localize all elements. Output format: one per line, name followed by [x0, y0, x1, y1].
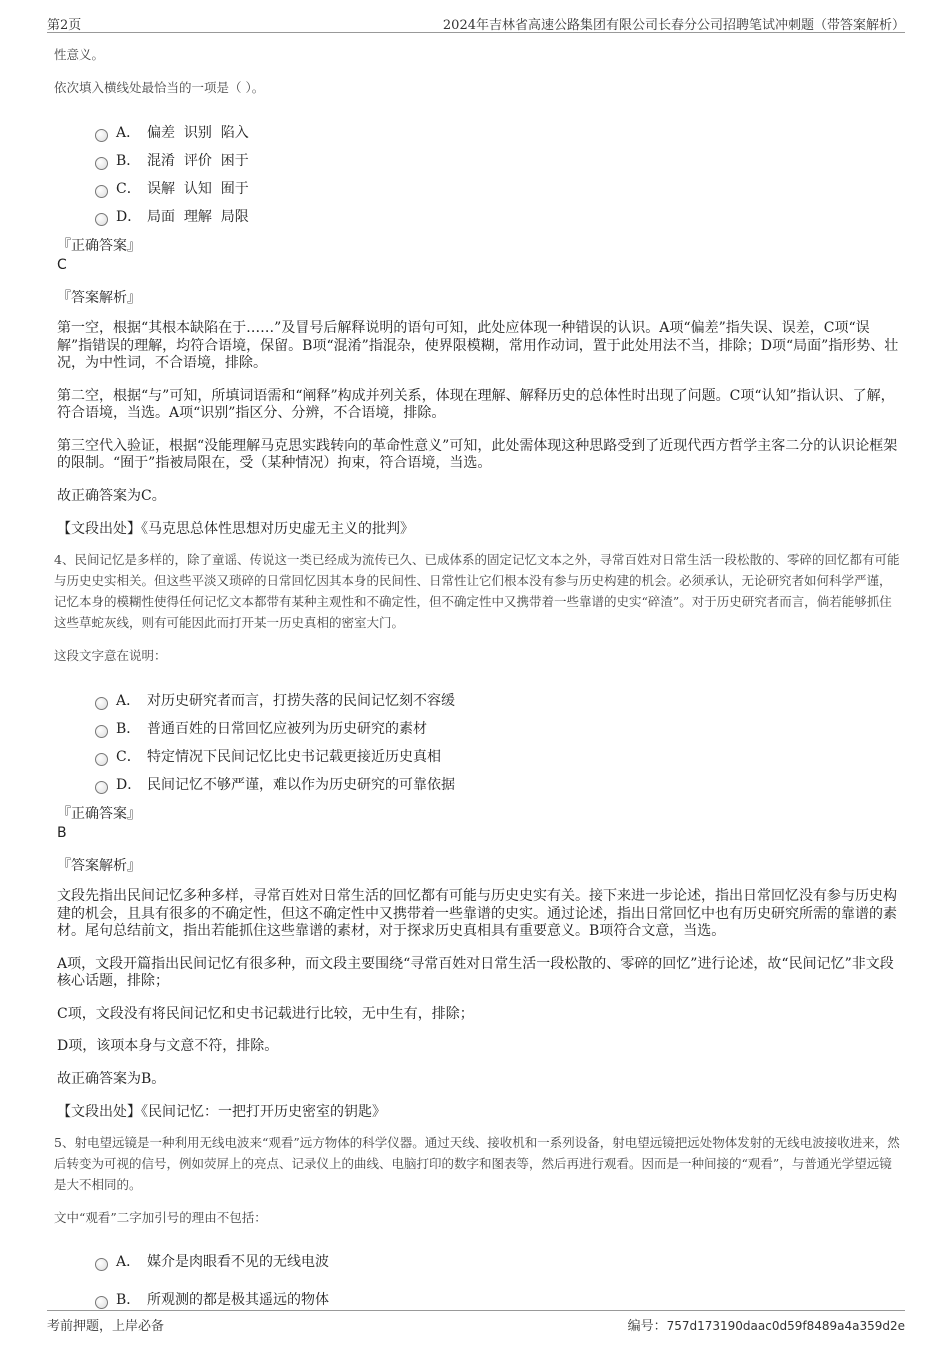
question-3-option-c[interactable]	[95, 174, 902, 202]
question-5-prompt: 文中“观看”二字加引号的理由不包括：	[54, 1210, 267, 1225]
question-3-option-a[interactable]	[95, 118, 902, 146]
radio-icon[interactable]	[95, 781, 108, 794]
option-letter: D．	[116, 777, 142, 793]
analysis-paragraph: A项，文段开篇指出民间记忆有很多种，而文段主要围绕“寻常百姓对日常生活一段松散的、零碎的回忆”进行论述，故“民间记忆”非文段核心话题，排除；	[57, 955, 894, 989]
radio-icon[interactable]	[95, 753, 108, 766]
correct-answer-label: 『正确答案』	[57, 806, 141, 822]
analysis-paragraph: D项，该项本身与文意不符，排除。	[57, 1038, 279, 1054]
correct-answer-label: 『正确答案』	[57, 238, 141, 254]
analysis-label: 『答案解析』	[57, 858, 141, 874]
radio-icon[interactable]	[95, 1258, 108, 1271]
question-3-options	[95, 118, 902, 230]
analysis-paragraph: 第一空，根据“其根本缺陷在于……”及冒号后解释说明的语句可知，此处应体现一种错误的认识。A项“偏差”指失误、误差，C项“误解”指错误的理解，均符合语境，保留。B项“混淆”指混杂，使界限模糊，常用作动词，置于此处用法不当，排除；D项“局面”指形势、壮况，为中性词，不合语境，排除。	[57, 320, 899, 371]
radio-icon[interactable]	[95, 697, 108, 710]
page-footer	[47, 1310, 905, 1335]
question-4-stem: 4、民间记忆是多样的，除了童谣、传说这一类已经成为流传已久、已成体系的固定记忆文本之外，寻常百姓对日常生活一段松散的、零碎的回忆都有可能与历史史实相关。但这些平淡又琐碎的日常回忆因其本身的民间性、日常性让它们根本没有参与历史构建的机会。必须承认，无论研究者如何科学严谨，记忆本身的模糊性使得任何记忆文本都带有某种主观性和不确定性，但不确定性中又携带着一些靠谱的史实“碎渣”。对于历史研究者而言，倘若能够抓住这些草蛇灰线，则有可能因此而打开某一历史真相的密室大门。	[54, 552, 900, 630]
question-4-option-a[interactable]	[95, 686, 902, 714]
radio-icon[interactable]	[95, 129, 108, 142]
option-letter: B．	[116, 721, 141, 737]
option-text: 普通百姓的日常回忆应被列为历史研究的素材	[147, 721, 427, 737]
document-title: 2024年吉林省高速公路集团有限公司长春分公司招聘笔试冲刺题（带答案解析）	[442, 18, 905, 33]
radio-icon[interactable]	[95, 725, 108, 738]
question-3-prompt: 依次填入横线处最恰当的一项是（ ）。	[54, 80, 265, 95]
option-text: 对历史研究者而言，打捞失落的民间记忆刻不容缓	[147, 693, 455, 709]
radio-icon[interactable]	[95, 185, 108, 198]
page-number: 第2页	[47, 18, 82, 33]
question-5-options	[95, 1242, 902, 1318]
radio-icon[interactable]	[95, 157, 108, 170]
option-text: 偏差 识别 陷入	[147, 125, 249, 141]
option-letter: A．	[116, 125, 141, 141]
source-citation: 【文段出处】《民间记忆：一把打开历史密室的钥匙》	[57, 1104, 386, 1120]
document-code-value: 757d173190daac0d59f8489a4a359d2e	[666, 1319, 905, 1333]
option-text: 特定情况下民间记忆比史书记载更接近历史真相	[147, 749, 441, 765]
page-content	[54, 44, 902, 1318]
question-3-stem-tail: 性意义。	[54, 47, 105, 62]
option-letter: B．	[116, 153, 141, 169]
option-letter: C．	[116, 749, 141, 765]
analysis-label: 『答案解析』	[57, 290, 141, 306]
option-text: 混淆 评价 困于	[147, 153, 249, 169]
correct-answer: B	[57, 825, 67, 841]
question-4-options	[95, 686, 902, 798]
footer-slogan: 考前押题，上岸必备	[47, 1319, 165, 1334]
option-letter: C．	[116, 181, 141, 197]
option-letter: D．	[116, 209, 142, 225]
option-letter: A．	[116, 693, 141, 709]
option-text: 媒介是肉眼看不见的无线电波	[147, 1254, 329, 1270]
option-letter: B．	[116, 1292, 141, 1308]
question-5-option-a[interactable]	[95, 1242, 902, 1280]
analysis-conclusion: 故正确答案为B。	[57, 1070, 166, 1087]
question-5-stem: 5、射电望远镜是一种利用无线电波来“观看”远方物体的科学仪器。通过天线、接收机和一系列设备，射电望远镜把远处物体发射的无线电波接收进来，然后转变为可视的信号，例如荧屏上的亮点、记录仪上的曲线、电脑打印的数字和图表等，然后再进行观看。因而是一种间接的“观看”，与普通光学望远镜是大不相同的。	[54, 1135, 900, 1192]
question-4-option-b[interactable]	[95, 714, 902, 742]
option-text: 误解 认知 囿于	[147, 181, 249, 197]
option-text: 所观测的都是极其遥远的物体	[147, 1292, 329, 1308]
option-letter: A．	[116, 1254, 141, 1270]
question-4-option-c[interactable]	[95, 742, 902, 770]
question-3-option-d[interactable]	[95, 202, 902, 230]
option-text: 民间记忆不够严谨，难以作为历史研究的可靠依据	[147, 777, 455, 793]
document-code	[628, 1315, 905, 1334]
document-code-label: 编号：	[627, 1319, 667, 1334]
analysis-paragraph: 第三空代入验证，根据“没能理解马克思实践转向的革命性意义”可知，此处需体现这种思路受到了近现代西方哲学主客二分的认识论框架的限制。“囿于”指被局限在，受（某种情况）拘束，符合语境，当选。	[57, 437, 898, 471]
radio-icon[interactable]	[95, 213, 108, 226]
question-3-option-b[interactable]	[95, 146, 902, 174]
source-citation: 【文段出处】《马克思总体性思想对历史虚无主义的批判》	[57, 521, 414, 537]
option-text: 局面 理解 局限	[147, 209, 249, 225]
question-4-prompt: 这段文字意在说明：	[54, 648, 167, 663]
question-4-option-d[interactable]	[95, 770, 902, 798]
radio-icon[interactable]	[95, 1296, 108, 1309]
analysis-conclusion: 故正确答案为C。	[57, 487, 166, 504]
analysis-paragraph: 第二空，根据“与”可知，所填词语需和“阐释”构成并列关系，体现在理解、解释历史的总体性时出现了问题。C项“认知”指认识、了解，符合语境，当选。A项“识别”指区分、分辨，不合语境，排除。	[57, 387, 895, 421]
analysis-paragraph: 文段先指出民间记忆多种多样，寻常百姓对日常生活的回忆都有可能与历史史实有关。接下来进一步论述，指出日常回忆没有参与历史构建的机会，且具有很多的不确定性，但这不确定性中又携带着一些靠谱的史实。通过论述，指出日常回忆中也有历史研究所需的靠谱的素材。尾句总结前文，指出若能抓住这些靠谱的素材，对于探求历史真相具有重要意义。B项符合文意，当选。	[57, 888, 897, 939]
correct-answer: C	[57, 257, 67, 273]
analysis-paragraph: C项，文段没有将民间记忆和史书记载进行比较，无中生有，排除；	[57, 1005, 474, 1022]
page-header	[47, 12, 905, 33]
